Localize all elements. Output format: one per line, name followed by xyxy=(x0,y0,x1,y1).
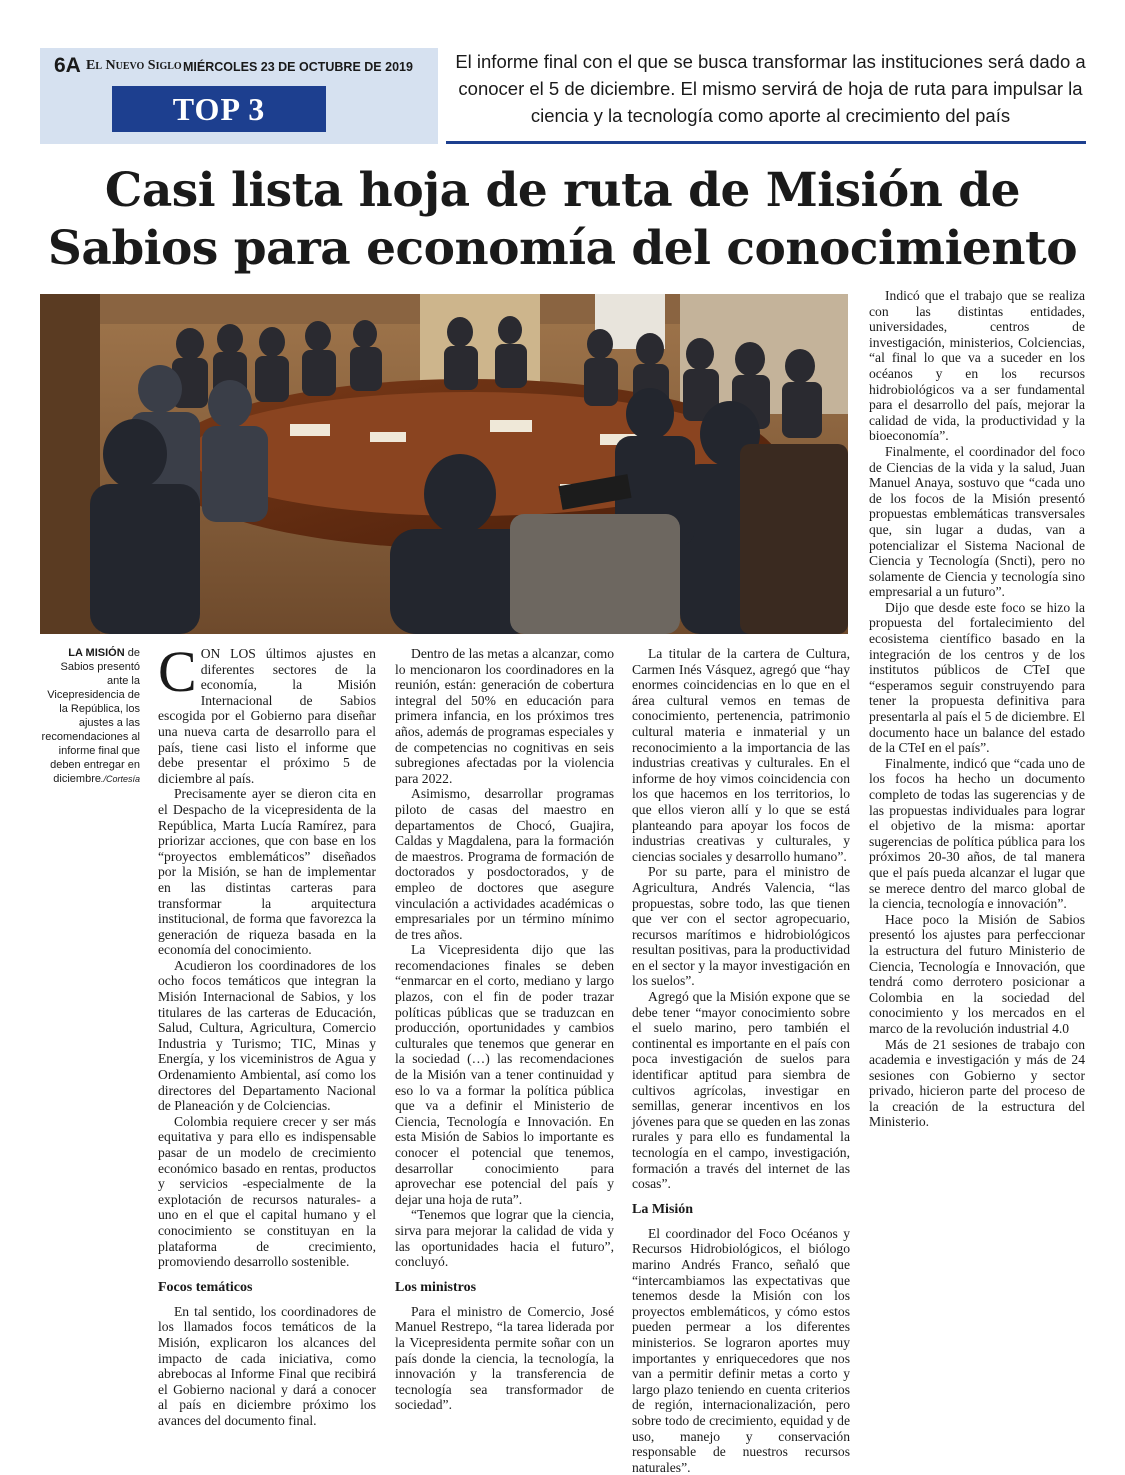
article-paragraph: El coordinador del Foco Océanos y Recursos Hidrobiológicos, el biólogo marino Andrés Franco, señaló que “intercambiamos las expectativas que tenemos desde la Misión con los proyectos emblemáticos, y cómo estos pueden permear a los diferentes ministerios. Se lograron aportes muy importantes y enriquecedores que nos van a permitir definir metas a corto y largo plazo teniendo en cuenta criterios de región, internacionalización, pero sobre todo de crecimiento, equidad y de uso, manejo y conservación responsable de nuestros recursos naturales”. xyxy=(632,1225,850,1475)
article-paragraph: Acudieron los coordinadores de los ocho focos temáticos que integran la Misión Internacional de Sabios, y los titulares de las carteras de Educación, Salud, Cultura, Agricultura, Comercio Industria y Turismo; TIC, Minas y Energía, y los viceministros de Agua y Ordenamiento Ambiental, así como los directores del Departamento Nacional de Planeación y de Colciencias. xyxy=(158,957,376,1114)
article-paragraph: Asimismo, desarrollar programas piloto de casas del maestro en departamentos de Chocó, Guajira, Caldas y Magdalena, para la formación de maestros. Programa de formación de doctorados y posdoctorados, y de empleo de doctores que asegure vinculación a actividades académicas o empresariales por un término mínimo de tres años. xyxy=(395,786,614,942)
article-paragraph: Dijo que desde este foco se hizo la propuesta del fortalecimiento del ecosistema científico basado en la integración de los centros y de los institutos públicos de CTeI que “esperamos seguir construyendo para tener la propuesta definitiva para presentarla al país el 5 de diciembre. El documento hace un balance del estado de la CTeI en el país”. xyxy=(869,599,1085,756)
article-paragraph: Indicó que el trabajo que se realiza con las distintas entidades, universidades, centros de investigación, ministerios, Colciencias, “al final lo que va a suceder en los océanos y en los recursos hidrobiológicos va a ser fundamental para el desarrollo del país, mejorar la calidad de vida, la productividad y la bioeconomía”. xyxy=(869,288,1085,444)
photo-caption xyxy=(40,646,140,786)
headline: Casi lista hoja de ruta de Misión de Sabios para economía del conocimiento xyxy=(47,163,1078,276)
subheading-focos: Focos temáticos xyxy=(158,1279,253,1295)
kicker-summary: El informe final con el que se busca transformar las instituciones será dado a conocer el 5 de diciembre. El mismo servirá de hoja de ruta para impulsar la ciencia y la tecnología como aporte al crecimiento del país xyxy=(455,51,1086,126)
kicker-rule xyxy=(446,141,1086,144)
article-column-2 xyxy=(395,646,614,1413)
article-paragraph: Colombia requiere crecer y ser más equitativa y para ello es indispensable pasar de un modelo de crecimiento económico basado en rentas, productos y servicios -especialmente de la explotación de recursos naturales- a uno en el que el capital humano y el conocimiento se constituyan en la plataforma de crecimiento, promoviendo desarrollo sostenible. xyxy=(158,1113,376,1270)
article-paragraph: Más de 21 sesiones de trabajo con academia e investigación y más de 24 sesiones con Gobierno y sector privado, hicieron parte del proceso de la creación de la estructura del Ministerio. xyxy=(869,1036,1085,1130)
article-paragraph: Finalmente, indicó que “cada uno de los focos ha hecho un documento completo de todas las sugerencias y de las propuestas individuales para lograr el objetivo de la misma: aportar sugerencias de política pública para los próximos 20-30 años, de tal manera que el país pueda alcanzar el lugar que se merece dentro del marco global de la ciencia, tecnología e innovación”. xyxy=(869,755,1085,912)
article-paragraph: “Tenemos que lograr que la ciencia, sirva para mejorar la calidad de vida y las oportunidades hacia el futuro”, concluyó. xyxy=(395,1207,614,1270)
article-paragraph: Finalmente, el coordinador del foco de Ciencias de la vida y la salud, Juan Manuel Anaya, sostuvo que “cada uno de los focos de la Misión presentó propuestas emblemáticas transversales que, sin lugar a dudas, van a potencializar el Sistema Nacional de Ciencia y Tecnología (Sncti), pero no solamente de Ciencia y tecnología sino empresarial a un futuro”. xyxy=(869,443,1085,600)
caption-lead: LA MISIÓN xyxy=(68,647,125,659)
paragraph-text: últimos ajustes en diferentes sectores de la economía, la Misión Internacional de Sabios escogida por el Gobierno para diseñar una nueva carta de desarrollo para el país, tiene casi listo el informe que debe presentar el próximo 5 de diciembre al país. xyxy=(158,646,376,786)
article-column-1 xyxy=(158,639,376,1429)
article-paragraph: Agregó que la Misión expone que se debe tener “mayor conocimiento sobre el suelo marino, pero también el continental es importante en el país con poca investigación de suelos para identificar aptitud para siembra de cultivos agrícolas, investigar en semillas, generar incentivos en los jóvenes para que se queden en las zonas rurales y para ello es fundamental la tecnología en el campo, investigación, formación a través del internet de las cosas”. xyxy=(632,989,850,1192)
caption-credit: ./Cortesía xyxy=(100,774,140,784)
article-column-4 xyxy=(869,288,1085,1130)
page-number: 6A xyxy=(54,54,81,77)
subheading-ministros: Los ministros xyxy=(395,1279,477,1295)
article-paragraph: Precisamente ayer se dieron cita en el Despacho de la vicepresidenta de la República, Marta Lucía Ramírez, para priorizar acciones, que con base en los “proyectos emblemáticos” diseñados por la Misión, se han de implementar en las distintas carteras para transformar la arquitectura institucional, de forma que favorezca la generación de riqueza basada en la economía del conocimiento. xyxy=(158,786,376,958)
caption-text: de Sabios presentó ante la Vicepresidencia de la República, los ajustes a las recomendaciones al informe final que deben entregar en diciembre xyxy=(41,647,140,785)
article-paragraph: La titular de la cartera de Cultura, Carmen Inés Vásquez, agregó que “hay enormes coincidencias en lo que en el área cultural vemos en temas de conocimiento, pertenencia, patrimonio cultural materia e inmaterial y un reconocimiento a la importancia de las industrias creativas y culturales. En el informe de hoy vimos coincidencia con los que hacemos en los territorios, lo que ellos vieron allí y lo que se está planteando para apoyar los focos de industrias creativas y culturales, y ciencias sociales y desarrollo humano”. xyxy=(632,646,850,864)
article-paragraph: Por su parte, para el ministro de Agricultura, Andrés Valencia, “las propuestas, sobre todo, las que tienen que ver con el sector agropecuario, recursos marítimos e hidrobiológicos resultan positivas, para la productividad en el sector y la mayor investigación en los suelos”. xyxy=(632,864,850,989)
article-paragraph: La Vicepresidenta dijo que las recomendaciones finales se deben “enmarcar en el corto, mediano y largo plazos, con el fin de poder trazar políticas públicas que se traduzcan en producción, oportunidades y cambios culturales que tenemos que generar en la sociedad (…) las recomendaciones de la Misión van a tener continuidad y eso lo va a formar la política pública que va a definir el Ministerio de Ciencia, Tecnología e Innovación. En esta Misión de Sabios lo importante es conocer el potencial que tenemos, desarrollar conocimiento para aprovechar ese potencial del país y dejar una hoja de ruta”. xyxy=(395,942,614,1207)
article-paragraph: En tal sentido, los coordinadores de los llamados focos temáticos de la Misión, explicaron los alcances del impacto de cada iniciativa, como abrebocas al Informe Final que recibirá el Gobierno nacional y dará a conocer al país en diciembre próximo los avances del documento final. xyxy=(158,1303,376,1428)
article-column-3 xyxy=(632,646,850,1475)
article-paragraph: Para el ministro de Comercio, José Manuel Restrepo, “la tarea liderada por la Vicepresidenta permite soñar con un país donde la ciencia, la tecnología, la innovación y la transferencia de tecnología sea transformador de sociedad”. xyxy=(395,1303,614,1413)
subheading-mision: La Misión xyxy=(632,1201,694,1217)
newspaper-name: El Nuevo Siglo xyxy=(86,58,182,73)
issue-date: MIÉRCOLES 23 DE OCTUBRE DE 2019 xyxy=(183,60,413,74)
opening-caps: ON LOS xyxy=(200,646,256,661)
article-paragraph: Hace poco la Misión de Sabios presentó los ajustes para perfeccionar la estructura del futuro Ministerio de Ciencia, Tecnología e Innovación, que tendrá como derrotero posicionar a Colombia en la sociedad del conocimiento y los mercados en el marco de la revolución industrial 4.0 xyxy=(869,911,1085,1036)
drop-cap: C xyxy=(158,639,197,704)
meeting-photo xyxy=(40,294,848,634)
article-paragraph xyxy=(158,639,376,786)
article-paragraph: Dentro de las metas a alcanzar, como lo mencionaron los coordinadores en la reunión, están: generación de cobertura integral del 50% en educación para primera infancia, en los próximos tres años, además de programas especiales y de competencias no cognitivas en seis subregiones afectadas por la violencia para 2022. xyxy=(395,646,614,786)
section-badge: TOP 3 xyxy=(112,86,326,132)
